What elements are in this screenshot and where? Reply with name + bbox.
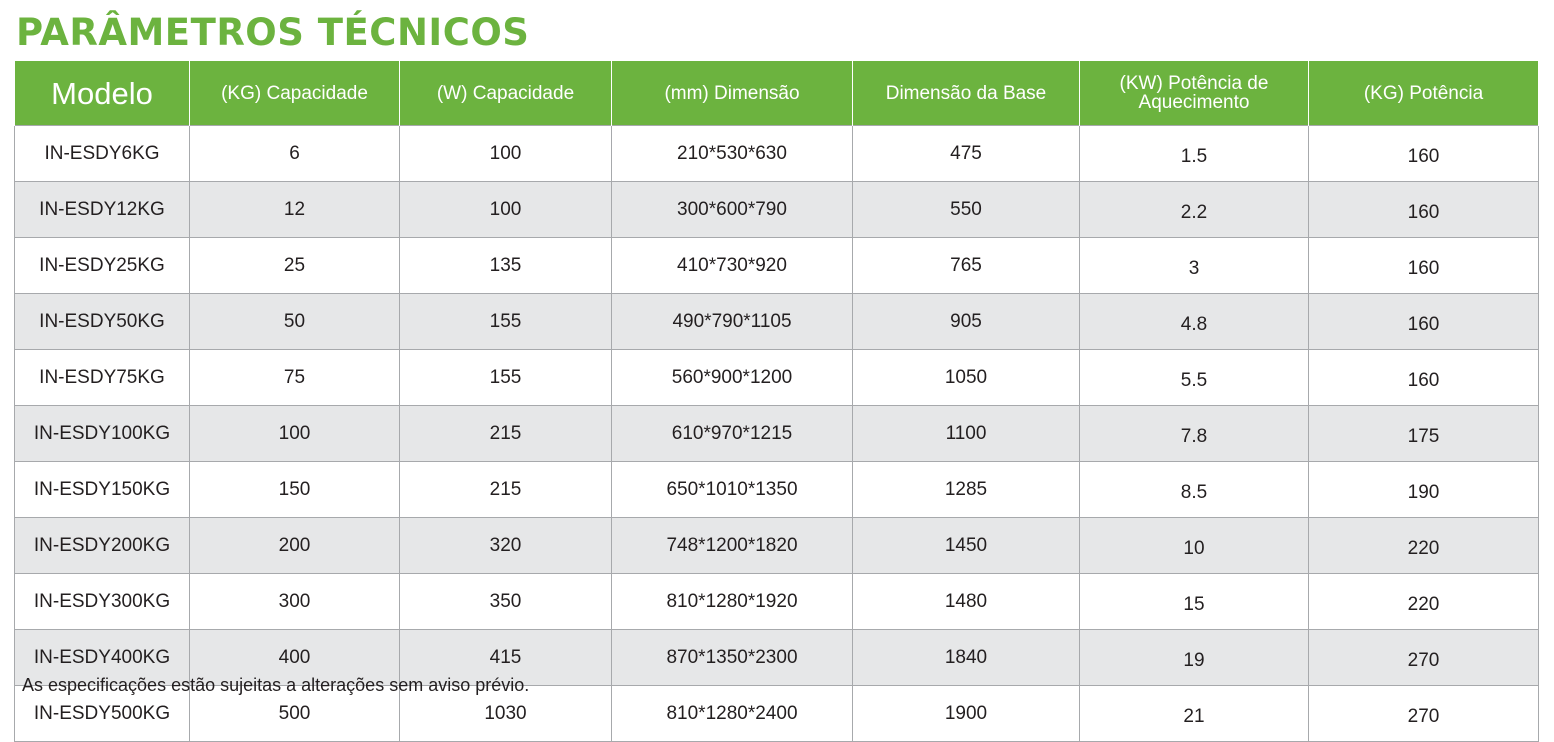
cell-dimension-mm: 210*530*630 [612,126,853,182]
table-row [15,350,1539,406]
cell-power-kg: 270 [1309,686,1539,742]
page-title: PARÂMETROS TÉCNICOS [16,11,530,54]
cell-dimension-mm: 490*790*1105 [612,294,853,350]
header-row [15,61,1539,126]
cell-base-dimension: 905 [853,294,1080,350]
cell-base-dimension: 1840 [853,630,1080,686]
header-capacity-w: (W) Capacidade [400,61,612,126]
cell-capacity-kg: 100 [190,406,400,462]
cell-capacity-kg: 6 [190,126,400,182]
cell-base-dimension: 1480 [853,574,1080,630]
disclaimer-note: As especificações estão sujeitas a alterações sem aviso prévio. [22,675,530,695]
cell-power-kg: 220 [1309,518,1539,574]
cell-model: IN-ESDY150KG [15,462,190,518]
cell-heating-power: 3 [1080,238,1309,294]
cell-power-kg: 160 [1309,238,1539,294]
cell-model: IN-ESDY25KG [15,238,190,294]
header-model: Modelo [15,61,190,126]
header-heating-power: (KW) Potência de Aquecimento [1080,61,1309,126]
table-row [15,462,1539,518]
cell-capacity-w: 1030 [400,686,612,742]
cell-capacity-kg: 300 [190,574,400,630]
cell-power-kg: 160 [1309,126,1539,182]
cell-model: IN-ESDY50KG [15,294,190,350]
cell-capacity-w: 215 [400,406,612,462]
cell-base-dimension: 1900 [853,686,1080,742]
cell-capacity-w: 135 [400,238,612,294]
cell-heating-power: 10 [1080,518,1309,574]
cell-capacity-w: 100 [400,126,612,182]
table-row [15,518,1539,574]
cell-dimension-mm: 410*730*920 [612,238,853,294]
cell-dimension-mm: 560*900*1200 [612,350,853,406]
cell-capacity-kg: 75 [190,350,400,406]
header-power-kg: (KG) Potência [1309,61,1539,126]
cell-capacity-w: 155 [400,350,612,406]
cell-model: IN-ESDY100KG [15,406,190,462]
cell-dimension-mm: 810*1280*1920 [612,574,853,630]
cell-base-dimension: 1285 [853,462,1080,518]
cell-heating-power: 5.5 [1080,350,1309,406]
cell-heating-power: 2.2 [1080,182,1309,238]
cell-capacity-kg: 50 [190,294,400,350]
cell-dimension-mm: 650*1010*1350 [612,462,853,518]
cell-base-dimension: 765 [853,238,1080,294]
technical-parameters-table [14,61,1539,742]
cell-base-dimension: 1100 [853,406,1080,462]
cell-dimension-mm: 810*1280*2400 [612,686,853,742]
cell-capacity-kg: 400 [190,630,400,686]
cell-capacity-kg: 12 [190,182,400,238]
cell-capacity-kg: 25 [190,238,400,294]
cell-heating-power: 7.8 [1080,406,1309,462]
cell-dimension-mm: 610*970*1215 [612,406,853,462]
cell-power-kg: 190 [1309,462,1539,518]
cell-power-kg: 175 [1309,406,1539,462]
table-row [15,294,1539,350]
cell-heating-power: 15 [1080,574,1309,630]
cell-capacity-w: 215 [400,462,612,518]
cell-heating-power: 19 [1080,630,1309,686]
cell-heating-power: 8.5 [1080,462,1309,518]
cell-power-kg: 160 [1309,350,1539,406]
table-row [15,126,1539,182]
cell-model: IN-ESDY500KG [15,686,190,742]
cell-capacity-w: 155 [400,294,612,350]
header-capacity-kg: (KG) Capacidade [190,61,400,126]
header-dimension-mm: (mm) Dimensão [612,61,853,126]
table-row [15,406,1539,462]
cell-capacity-w: 350 [400,574,612,630]
cell-dimension-mm: 870*1350*2300 [612,630,853,686]
cell-model: IN-ESDY300KG [15,574,190,630]
cell-heating-power: 4.8 [1080,294,1309,350]
cell-base-dimension: 550 [853,182,1080,238]
cell-power-kg: 270 [1309,630,1539,686]
cell-capacity-kg: 150 [190,462,400,518]
table-row [15,574,1539,630]
cell-model: IN-ESDY75KG [15,350,190,406]
header-base-dimension: Dimensão da Base [853,61,1080,126]
table-body [15,126,1539,742]
cell-model: IN-ESDY200KG [15,518,190,574]
cell-capacity-w: 320 [400,518,612,574]
cell-model: IN-ESDY6KG [15,126,190,182]
cell-base-dimension: 1050 [853,350,1080,406]
cell-capacity-w: 100 [400,182,612,238]
cell-capacity-w: 415 [400,630,612,686]
cell-dimension-mm: 300*600*790 [612,182,853,238]
cell-power-kg: 160 [1309,294,1539,350]
cell-model: IN-ESDY12KG [15,182,190,238]
cell-base-dimension: 475 [853,126,1080,182]
cell-power-kg: 160 [1309,182,1539,238]
cell-heating-power: 1.5 [1080,126,1309,182]
cell-model: IN-ESDY400KG [15,630,190,686]
cell-capacity-kg: 200 [190,518,400,574]
table-header [15,61,1539,126]
cell-heating-power: 21 [1080,686,1309,742]
table-row [15,182,1539,238]
cell-capacity-kg: 500 [190,686,400,742]
table-row [15,238,1539,294]
cell-dimension-mm: 748*1200*1820 [612,518,853,574]
cell-power-kg: 220 [1309,574,1539,630]
cell-base-dimension: 1450 [853,518,1080,574]
